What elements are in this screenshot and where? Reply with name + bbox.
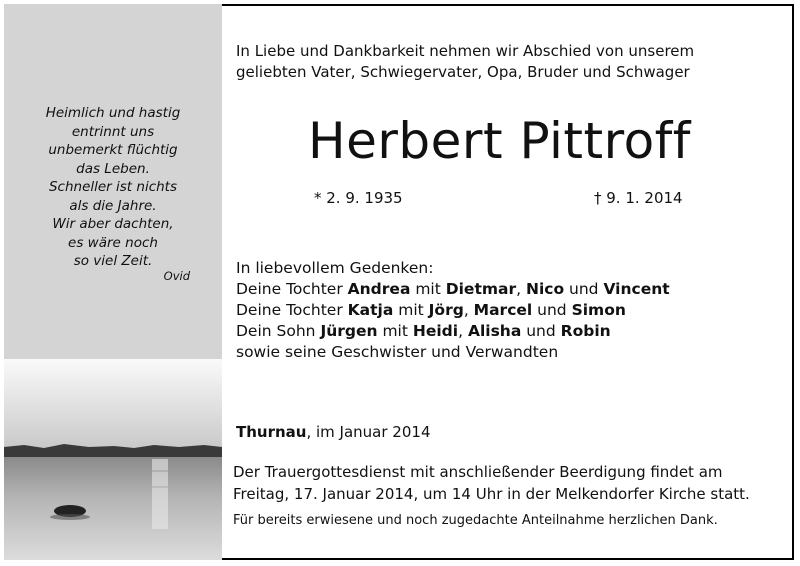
service-line: Freitag, 17. Januar 2014, um 14 Uhr in der Melkendorfer Kirche statt.: [233, 484, 750, 503]
mourner-name: Heidi: [412, 322, 459, 340]
intro-line: geliebten Vater, Schwiegervater, Opa, Bruder und Schwager: [236, 63, 690, 81]
poem-line: Schneller ist nichts: [48, 179, 178, 195]
mourner-name: Marcel: [473, 301, 533, 319]
poem-line: Heimlich und hastig: [45, 105, 181, 121]
lake-boat-photo: [4, 359, 222, 560]
mourners-heading: In liebevollem Gedenken:: [236, 259, 434, 277]
mourner-name: Alisha: [467, 322, 522, 340]
place-city: Thurnau: [236, 423, 307, 441]
relation-text: Dein Sohn: [236, 322, 321, 340]
poem-line: Wir aber dachten,: [52, 216, 174, 232]
thanks-text: Für bereits erwiesene und noch zugedachte Anteilnahme herzlichen Dank.: [233, 513, 718, 528]
connector-text: mit: [377, 322, 413, 340]
mourner-row: [236, 300, 670, 321]
connector-text: und: [532, 301, 572, 319]
relation-text: Deine Tochter: [236, 301, 348, 319]
connector-text: ,: [463, 301, 474, 319]
mourner-name: Andrea: [347, 280, 411, 298]
poem-line: das Leben.: [76, 160, 150, 177]
intro-text: [236, 41, 694, 83]
connector-text: mit: [410, 280, 446, 298]
place-date: [236, 423, 430, 441]
service-info: [233, 462, 750, 505]
lake-boat-image: [4, 359, 222, 560]
deceased-name: Herbert Pittroff: [308, 112, 691, 170]
mourner-name: Robin: [560, 322, 611, 340]
mourner-name: Jürgen: [320, 322, 378, 340]
mourner-name: Katja: [347, 301, 394, 319]
relation-text: Deine Tochter: [236, 280, 348, 298]
connector-text: ,: [516, 280, 526, 298]
birth-date: * 2. 9. 1935: [314, 189, 403, 207]
poem: [4, 104, 222, 271]
poem-author: Ovid: [163, 269, 190, 283]
poem-line: unbemerkt flüchtig: [48, 142, 178, 158]
poem-line: es wäre noch: [68, 234, 158, 251]
mourner-name: Nico: [525, 280, 565, 298]
death-date: † 9. 1. 2014: [594, 189, 683, 207]
connector-text: mit: [393, 301, 429, 319]
poem-line: entrinnt uns: [71, 123, 155, 140]
connector-text: ,: [458, 322, 468, 340]
mourner-name: Jörg: [428, 301, 464, 319]
mourner-name: Vincent: [603, 280, 670, 298]
mourners-list: [236, 258, 670, 363]
mourner-name: Simon: [571, 301, 626, 319]
mourner-row: [236, 321, 670, 342]
mourners-footer: sowie seine Geschwister und Verwandten: [236, 343, 559, 361]
connector-text: und: [564, 280, 604, 298]
place-month: , im Januar 2014: [306, 423, 431, 441]
mourner-name: Dietmar: [445, 280, 517, 298]
quote-panel: [4, 4, 222, 359]
poem-line: als die Jahre.: [69, 197, 157, 214]
mourner-row: [236, 279, 670, 300]
intro-line: In Liebe und Dankbarkeit nehmen wir Abschied von unserem: [236, 42, 695, 60]
service-line: Der Trauergottesdienst mit anschließender Beerdigung findet am: [233, 463, 723, 481]
connector-text: und: [521, 322, 561, 340]
poem-line: so viel Zeit.: [73, 253, 153, 269]
